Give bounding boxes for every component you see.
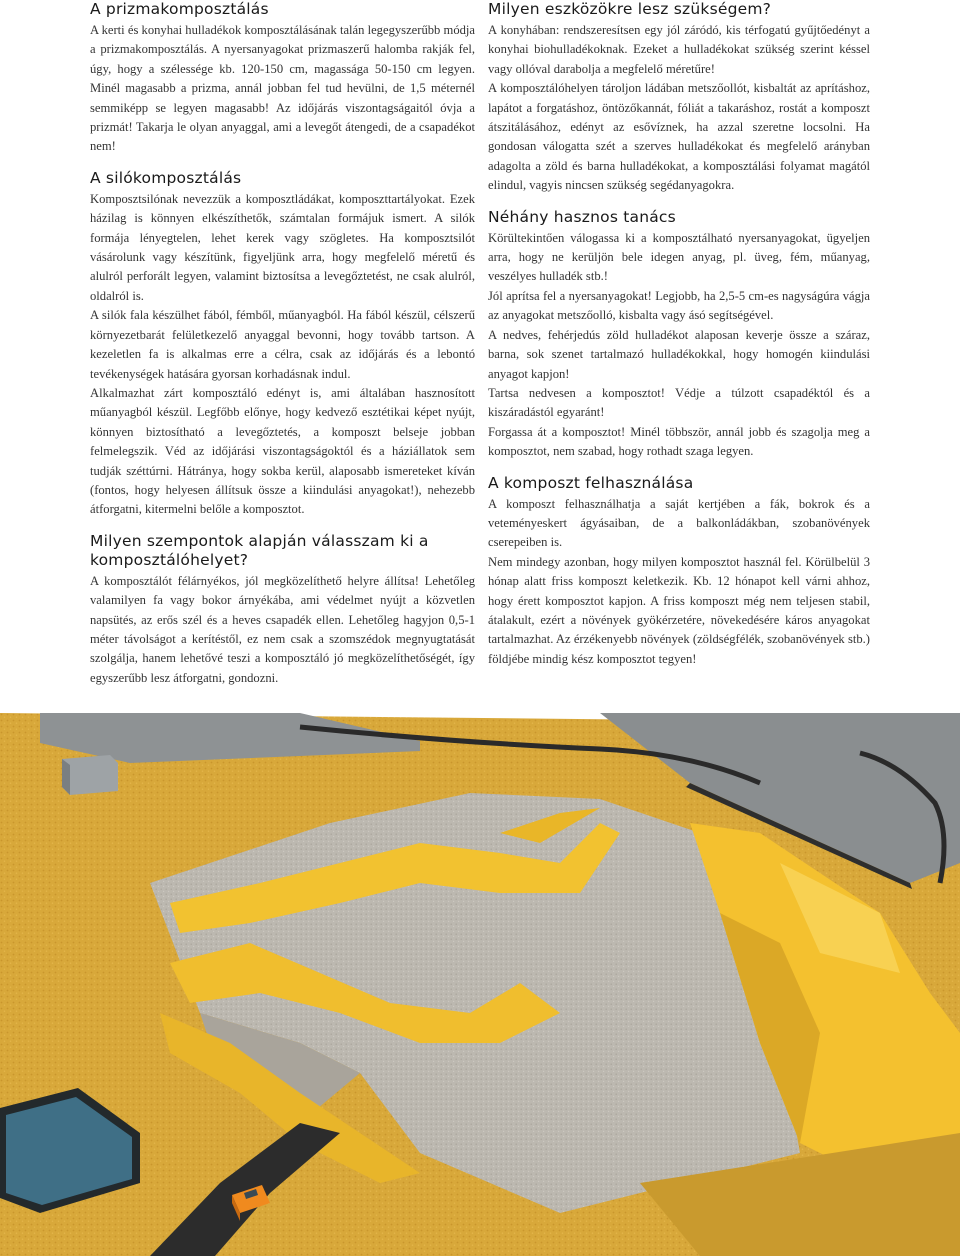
section-felhasznalas — [488, 474, 870, 670]
heading-eszkozok: Milyen eszközökre lesz szükségem? — [488, 0, 772, 18]
paragraph: A komposztálót félárnyékos, jól megközelíthető helyre állítsa! Lehetőleg valamilyen fa vagy bokor árnyékába, ami védelmet nyújt a közvetlen napsütés, az erős szél és a heves csapadék ellen. Lehetőleg hagyjon 0,5-1 méter távolságot a kerítéstől, ez nem csak a szomszédok megnyugtatását szolgálja, hanem lehetővé teszi a komposztáló jó megközelíthetőségét, így egyszerűbb lesz átforgatni, gondozni. — [90, 573, 475, 685]
paragraph: A nedves, fehérjedús zöld hulladékot alaposan keverje össze a száraz, barna, sok szenet tartalmazó hulladékokkal, hogy homogén kiindulási anyagot kapjon! — [488, 327, 870, 381]
paragraph: Forgassa át a komposztot! Minél többször, annál jobb és szagolja meg a komposztot, nem szabad, hogy rothadt szaga legyen. — [488, 424, 870, 459]
paragraph: Körültekintően válogassa ki a komposztálható nyersanyagokat, ügyeljen arra, hogy ne kerüljön bele idegen anyag, pl. üveg, fém, műanyag, veszélyes hulladék stb.! — [488, 230, 870, 284]
section-helyszin — [90, 532, 475, 688]
small-building — [62, 755, 118, 795]
paragraph: Nem mindegy azonban, hogy milyen komposztot használ fel. Körülbelül 3 hónap alatt friss komposzt keletkezik. Kb. 12 hónapot kell várni ahhoz, hogy érett komposztot kapjon. A friss komposzt még nem teljesen stabil, átalakult, ezért a növények gyökérzetére, növekedésére káros anyagokat tartalmazhat. Az érzékenyebb növények (zöldségfélék, szobanövények stb.) földjébe mindig kész komposztot tegyen! — [488, 554, 870, 666]
paragraph: Tartsa nedvesen a komposztot! Védje a túlzott csapadéktól és a kiszáradástól egyaránt! — [488, 385, 870, 420]
heading-felhasznalas: A komposzt felhasználása — [488, 473, 694, 492]
paragraph: Komposztsilónak nevezzük a komposztládákat, komposzttartályokat. Ezek házilag is könnyen elkészíthetők, számtalan formájuk ismert. A silók formája lényegtelen, lehet kerek vagy szögletes. Ha komposztsilót vásárolunk vagy készítünk, figyeljünk arra, hogy megfelelő méretű és alulról perforált legyen, valamint biztosítsa a levegőztetést, ne csak alulról, oldalról is. — [90, 191, 475, 303]
section-tanacsok — [488, 208, 870, 462]
landscape-illustration — [0, 713, 960, 1256]
left-column — [90, 0, 475, 700]
heading-silo: A silókomposztálás — [90, 168, 242, 187]
section-eszkozok — [488, 0, 870, 196]
paragraph: A konyhában: rendszeresítsen egy jól záródó, kis térfogatú gyűjtőedényt a konyhai biohulladékoknak. Ezeket a hulladékokat szükség szerint késsel vagy ollóval darabolja a megfelelő méretűre! — [488, 23, 870, 76]
right-column — [488, 0, 870, 681]
paragraph: A kerti és konyhai hulladékok komposztálásának talán legegyszerűbb módja a prizmakomposztálás. A nyersanyagokat prizmaszerű halomba rakják fel, úgy, hogy a szélessége kb. 120-150 cm, magassága 50-150 cm legyen. Minél magasabb a prizma, annál jobban fel tud hevülni, de 1,5 méternél semmiképp se legyen magasabb! Az időjárás viszontagságaitól óvja a prizmát! Takarja le olyan anyaggal, ami a levegőt átengedi, de a csapadékot nem! — [90, 23, 475, 154]
section-silo — [90, 169, 475, 520]
section-prizma — [90, 0, 475, 157]
heading-prizma: A prizmakomposztálás — [90, 0, 269, 18]
heading-tanacsok: Néhány hasznos tanács — [488, 207, 676, 226]
paragraph: A silók fala készülhet fából, fémből, műanyagból. Ha fából készül, célszerű környezetbarát felületkezelő anyaggal bevonni, hogy tovább tartson. A kezeletlen fa is alkalmas erre a célra, csak az időjárás és a lebontó tevékenységek hatására gyorsan korhadásnak indul. — [90, 308, 475, 381]
paragraph: A komposztálóhelyen tároljon ládában metszőollót, kisbaltát az aprításhoz, lapátot a forgatáshoz, öntözőkannát, fóliát a takaráshoz, rostát a komposzt átszitálásához, edényt az esővíznek, ha azzal szeretne locsolni. Ha gondosan válogatta szét a szerves hulladékokat és megfelelő arányban adagolta a zöld és barna hulladékokat, a komposztálási folyamat magától elindul, vagyis nincsen szükség segédanyagokra. — [488, 81, 870, 193]
paragraph: Jól aprítsa fel a nyersanyagokat! Legjobb, ha 2,5-5 cm-es nagyságúra vágja az anyagokat metszőolló, kisbalta vagy ásó segítségével. — [488, 288, 870, 323]
paragraph: Alkalmazhat zárt komposztáló edényt is, ami általában hasznosított műanyagból készül. Legfőbb előnye, hogy kedvező esztétikai képet nyújt, könnyen biztosítható a levegőztetés, a komposzt belseje jobban felmelegszik. Véd az időjárási viszontagságoktól és a háziállatok sem tudják széttúrni. Hátránya, hogy sokba kerül, alaposabb ismereteket kíván (fontos, hogy helyesen állítsuk össze a kiindulási anyagokat!), nehezebb átforgatni, kitermelni belőle a komposztot. — [90, 385, 475, 517]
heading-helyszin: Milyen szempontok alapján válasszam ki a komposztálóhelyet? — [90, 531, 429, 569]
paragraph: A komposzt felhasználhatja a saját kertjében a fák, bokrok és a veteményeskert ágyásaiban, de a balkonládákban, szobanövények cserepeiben is. — [488, 496, 870, 550]
